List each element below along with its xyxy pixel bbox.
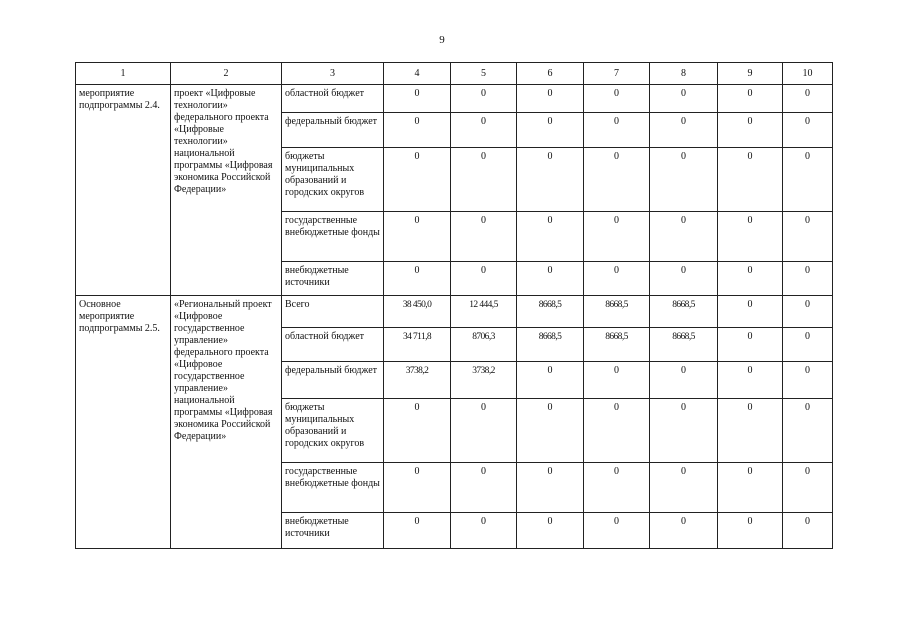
value-cell: 0 <box>783 328 833 362</box>
value-cell: 8668,5 <box>650 296 718 328</box>
value-cell: 0 <box>451 212 517 262</box>
value-cell: 8668,5 <box>517 328 584 362</box>
value-cell: 0 <box>718 85 783 113</box>
value-cell: 0 <box>650 463 718 513</box>
funding-source-cell: внебюджетные источники <box>282 262 384 296</box>
column-header: 10 <box>783 63 833 85</box>
value-cell: 0 <box>584 399 650 463</box>
value-cell: 0 <box>517 362 584 399</box>
value-cell: 0 <box>783 262 833 296</box>
value-cell: 0 <box>650 85 718 113</box>
measure-cell: мероприятие подпрограммы 2.4. <box>76 85 171 296</box>
project-cell: «Региональный проект «Цифровое государственное управление» федерального проекта «Цифровое государственное управление» национальной программы «Цифровая экономика Российской Федерации» <box>171 296 282 549</box>
value-cell: 0 <box>718 513 783 549</box>
value-cell: 8668,5 <box>650 328 718 362</box>
value-cell: 0 <box>783 85 833 113</box>
value-cell: 0 <box>718 262 783 296</box>
value-cell: 0 <box>517 113 584 148</box>
value-cell: 0 <box>718 148 783 212</box>
table-row <box>76 296 833 328</box>
value-cell: 12 444,5 <box>451 296 517 328</box>
value-cell: 0 <box>384 85 451 113</box>
value-cell: 0 <box>584 513 650 549</box>
value-cell: 0 <box>650 113 718 148</box>
funding-source-cell: Всего <box>282 296 384 328</box>
value-cell: 0 <box>451 85 517 113</box>
value-cell: 0 <box>384 463 451 513</box>
value-cell: 0 <box>584 85 650 113</box>
value-cell: 0 <box>517 212 584 262</box>
column-header: 4 <box>384 63 451 85</box>
value-cell: 0 <box>517 513 584 549</box>
value-cell: 0 <box>384 513 451 549</box>
value-cell: 0 <box>451 262 517 296</box>
project-cell: проект «Цифровые технологии» федерального проекта «Цифровые технологии» национальной программы «Цифровая экономика Российской Федерации» <box>171 85 282 296</box>
value-cell: 0 <box>718 328 783 362</box>
column-header: 3 <box>282 63 384 85</box>
value-cell: 38 450,0 <box>384 296 451 328</box>
value-cell: 0 <box>451 513 517 549</box>
value-cell: 0 <box>718 296 783 328</box>
value-cell: 0 <box>718 399 783 463</box>
page-number: 9 <box>439 34 445 46</box>
value-cell: 3738,2 <box>384 362 451 399</box>
value-cell: 0 <box>650 362 718 399</box>
value-cell: 0 <box>783 463 833 513</box>
budget-table <box>75 62 833 549</box>
value-cell: 0 <box>650 212 718 262</box>
column-header: 9 <box>718 63 783 85</box>
table-body <box>76 85 833 549</box>
value-cell: 3738,2 <box>451 362 517 399</box>
value-cell: 0 <box>718 362 783 399</box>
value-cell: 8668,5 <box>517 296 584 328</box>
value-cell: 0 <box>718 113 783 148</box>
funding-source-cell: государственные внебюджетные фонды <box>282 463 384 513</box>
column-header: 6 <box>517 63 584 85</box>
value-cell: 0 <box>584 212 650 262</box>
value-cell: 0 <box>384 148 451 212</box>
value-cell: 0 <box>584 262 650 296</box>
table-row <box>76 85 833 113</box>
column-number-row <box>76 63 833 85</box>
value-cell: 0 <box>783 212 833 262</box>
value-cell: 0 <box>584 148 650 212</box>
column-header: 2 <box>171 63 282 85</box>
funding-source-cell: бюджеты муниципальных образований и городских округов <box>282 399 384 463</box>
funding-source-cell: областной бюджет <box>282 328 384 362</box>
value-cell: 0 <box>517 262 584 296</box>
funding-source-cell: внебюджетные источники <box>282 513 384 549</box>
column-header: 8 <box>650 63 718 85</box>
value-cell: 0 <box>384 262 451 296</box>
value-cell: 0 <box>451 113 517 148</box>
value-cell: 34 711,8 <box>384 328 451 362</box>
value-cell: 0 <box>451 463 517 513</box>
value-cell: 0 <box>650 262 718 296</box>
value-cell: 0 <box>584 113 650 148</box>
value-cell: 0 <box>783 362 833 399</box>
value-cell: 0 <box>718 463 783 513</box>
value-cell: 0 <box>517 463 584 513</box>
value-cell: 0 <box>783 296 833 328</box>
funding-source-cell: федеральный бюджет <box>282 362 384 399</box>
funding-source-cell: бюджеты муниципальных образований и городских округов <box>282 148 384 212</box>
value-cell: 0 <box>517 148 584 212</box>
value-cell: 0 <box>517 85 584 113</box>
value-cell: 0 <box>451 399 517 463</box>
value-cell: 0 <box>650 148 718 212</box>
value-cell: 0 <box>384 399 451 463</box>
funding-source-cell: государственные внебюджетные фонды <box>282 212 384 262</box>
value-cell: 0 <box>650 513 718 549</box>
value-cell: 8668,5 <box>584 328 650 362</box>
value-cell: 0 <box>584 463 650 513</box>
column-header: 7 <box>584 63 650 85</box>
value-cell: 0 <box>783 113 833 148</box>
value-cell: 8668,5 <box>584 296 650 328</box>
column-header: 1 <box>76 63 171 85</box>
funding-source-cell: федеральный бюджет <box>282 113 384 148</box>
value-cell: 0 <box>718 212 783 262</box>
value-cell: 0 <box>783 148 833 212</box>
value-cell: 0 <box>384 212 451 262</box>
funding-source-cell: областной бюджет <box>282 85 384 113</box>
value-cell: 8706,3 <box>451 328 517 362</box>
value-cell: 0 <box>451 148 517 212</box>
value-cell: 0 <box>517 399 584 463</box>
value-cell: 0 <box>384 113 451 148</box>
column-header: 5 <box>451 63 517 85</box>
value-cell: 0 <box>783 513 833 549</box>
table-header <box>76 63 833 85</box>
value-cell: 0 <box>584 362 650 399</box>
value-cell: 0 <box>650 399 718 463</box>
measure-cell: Основное мероприятие подпрограммы 2.5. <box>76 296 171 549</box>
value-cell: 0 <box>783 399 833 463</box>
